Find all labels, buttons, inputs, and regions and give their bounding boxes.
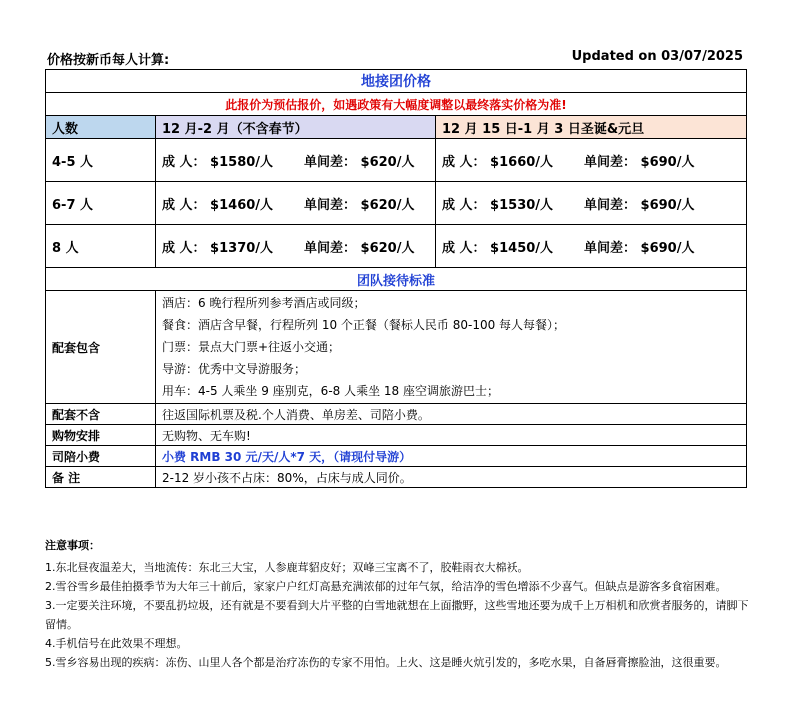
list-item: 餐食：酒店含早餐，行程所列 10 个正餐（餐标人民币 80-100 每人每餐）；	[162, 318, 566, 332]
table-title: 地接团价格	[46, 70, 747, 93]
single-supplement: 单间差： $690/人	[584, 240, 695, 256]
shopping-text: 无购物、无车购!	[156, 425, 747, 446]
price-table	[45, 69, 747, 488]
notes-title: 注意事项：	[45, 539, 100, 552]
adult-price: 成 人： $1530/人	[442, 197, 554, 213]
remark-text: 2-12 岁小孩不占床：80%，占床与成人同价。	[156, 467, 747, 488]
price-row	[46, 182, 747, 225]
adult-price: 成 人： $1580/人	[162, 154, 274, 170]
single-supplement: 单间差： $690/人	[584, 197, 695, 213]
col-header-period-1: 12 月-2 月（不含春节）	[156, 116, 436, 139]
adult-price: 成 人： $1460/人	[162, 197, 274, 213]
group-size: 6-7 人	[46, 182, 156, 225]
single-supplement: 单间差： $620/人	[304, 154, 415, 170]
period-2-price	[436, 225, 747, 268]
remark-label: 备 注	[46, 467, 156, 488]
single-supplement: 单间差： $690/人	[584, 154, 695, 170]
list-item: 导游：优秀中文导游服务；	[162, 362, 307, 376]
col-header-period-2: 12 月 15 日-1 月 3 日圣诞&元旦	[436, 116, 747, 139]
adult-price: 成 人： $1660/人	[442, 154, 554, 170]
price-warning: 此报价为预估报价，如遇政策有大幅度调整以最终落实价格为准!	[46, 93, 747, 116]
tip-label: 司陪小费	[46, 446, 156, 467]
col-header-group-size: 人数	[46, 116, 156, 139]
list-item: 酒店：6 晚行程所列参考酒店或同级；	[162, 296, 366, 310]
list-item: 门票：景点大门票+往返小交通；	[162, 340, 341, 354]
price-row	[46, 225, 747, 268]
note-item: 3.一定要关注环境，不要乱扔垃圾，还有就是不要看到大片平整的白雪地就想在上面撒野，这些雪地还要为成千上万相机和欣赏者服务的，请脚下留情。	[45, 599, 749, 631]
adult-price: 成 人： $1370/人	[162, 240, 274, 256]
page-header	[45, 49, 745, 67]
list-item: 用车：4-5 人乘坐 9 座别克，6-8 人乘坐 18 座空调旅游巴士；	[162, 384, 499, 398]
note-item: 4.手机信号在此效果不理想。	[45, 637, 188, 650]
period-2-price	[436, 139, 747, 182]
pricing-note: 价格按新币每人计算:	[47, 53, 170, 68]
group-size: 8 人	[46, 225, 156, 268]
price-row	[46, 139, 747, 182]
notes-section	[45, 536, 750, 672]
period-1-price	[156, 139, 436, 182]
single-supplement: 单间差： $620/人	[304, 197, 415, 213]
group-size: 4-5 人	[46, 139, 156, 182]
tip-text: 小费 RMB 30 元/天/人*7 天，（请现付导游）	[156, 446, 747, 467]
updated-date: Updated on 03/07/2025	[571, 49, 743, 64]
note-item: 2.雪谷雪乡最佳拍摄季节为大年三十前后，家家户户红灯高悬充满浓郁的过年气氛，给洁净的雪色增添不少喜气。但缺点是游客多食宿困难。	[45, 580, 727, 593]
note-item: 1.东北昼夜温差大，当地流传：东北三大宝，人参鹿茸貂皮好；双峰三宝离不了，胶鞋雨衣大棉袄。	[45, 561, 529, 574]
service-standard-title: 团队接待标准	[46, 268, 747, 291]
shopping-label: 购物安排	[46, 425, 156, 446]
excluded-label: 配套不含	[46, 404, 156, 425]
period-2-price	[436, 182, 747, 225]
period-1-price	[156, 225, 436, 268]
period-1-price	[156, 182, 436, 225]
single-supplement: 单间差： $620/人	[304, 240, 415, 256]
note-item: 5.雪乡容易出现的疾病：冻伤、山里人各个都是治疗冻伤的专家不用怕。上火、这是睡火炕引发的，多吃水果，自备唇膏擦脸油，这很重要。	[45, 656, 727, 669]
excluded-text: 往返国际机票及税.个人消费、单房差、司陪小费。	[156, 404, 747, 425]
included-label: 配套包含	[46, 291, 156, 404]
adult-price: 成 人： $1450/人	[442, 240, 554, 256]
included-list	[156, 291, 747, 404]
